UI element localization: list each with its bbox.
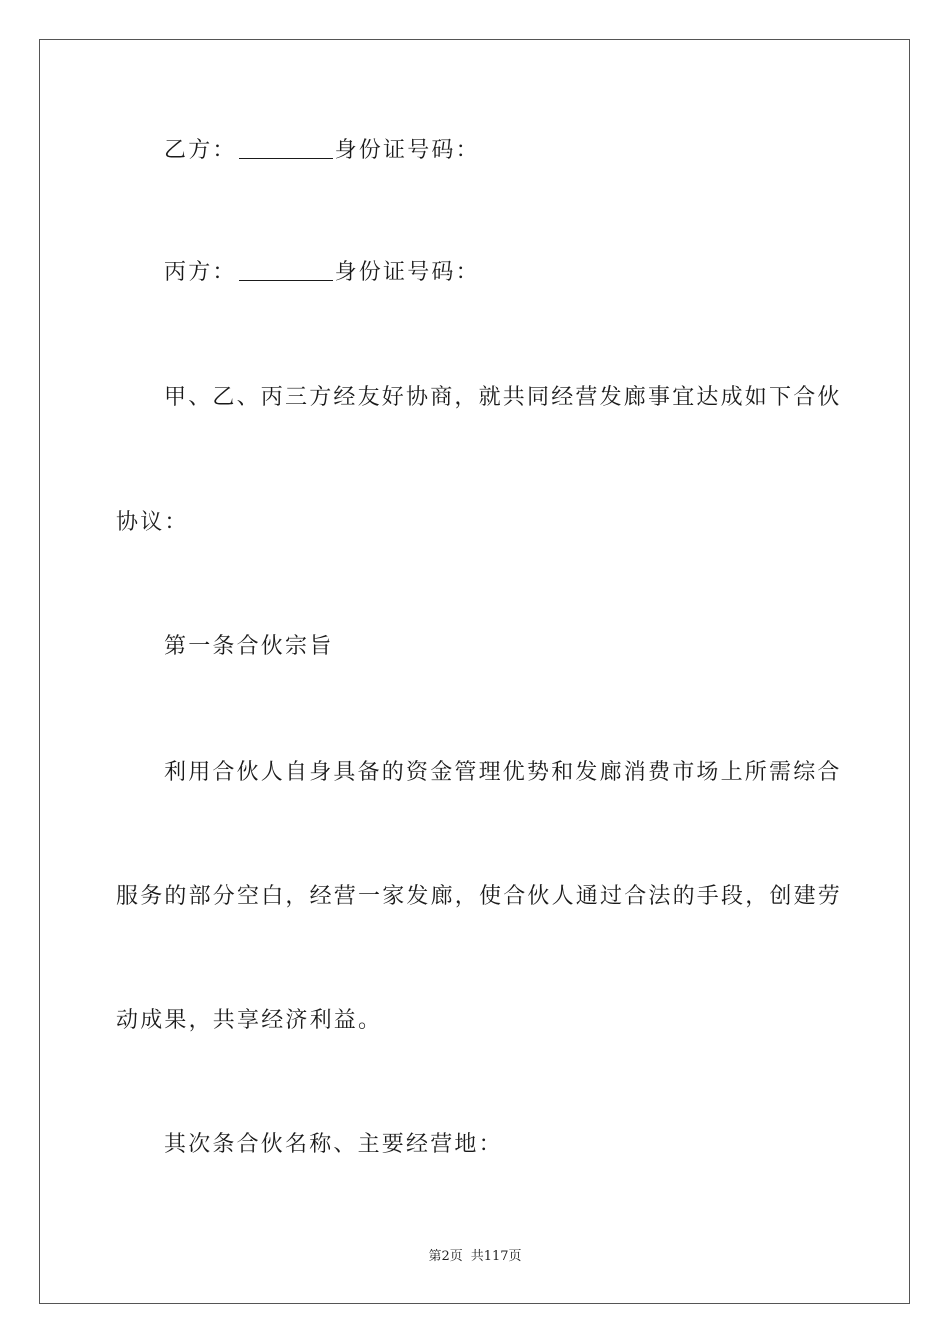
article-1-title: 第一条合伙宗旨 [164, 634, 334, 659]
page-footer [0, 1248, 950, 1266]
article-1-line-1: 利用合伙人自身具备的资金管理优势和发廊消费市场上所需综合 [164, 760, 842, 785]
party-c-name-blank[interactable] [239, 260, 333, 281]
party-c-id-label: 身份证号码： [334, 260, 480, 285]
article-1-line-3: 动成果，共享经济利益。 [116, 1008, 383, 1033]
party-c-label: 丙方： [164, 260, 237, 285]
party-c-line [164, 258, 480, 288]
intro-paragraph-line-1: 甲、乙、丙三方经友好协商，就共同经营发廊事宜达成如下合伙 [164, 385, 842, 410]
party-b-id-label: 身份证号码： [334, 138, 480, 163]
party-b-label: 乙方： [164, 138, 237, 163]
article-1-line-2: 服务的部分空白，经营一家发廊，使合伙人通过合法的手段，创建劳 [116, 884, 843, 909]
page-total: 共117页 [470, 1249, 522, 1264]
intro-paragraph-line-2: 协议： [116, 510, 189, 535]
article-2-title: 其次条合伙名称、主要经营地： [164, 1132, 503, 1157]
party-b-line [164, 136, 480, 166]
page-border [39, 39, 910, 1304]
page-number: 第2页 [428, 1249, 463, 1264]
party-b-name-blank[interactable] [239, 138, 333, 159]
